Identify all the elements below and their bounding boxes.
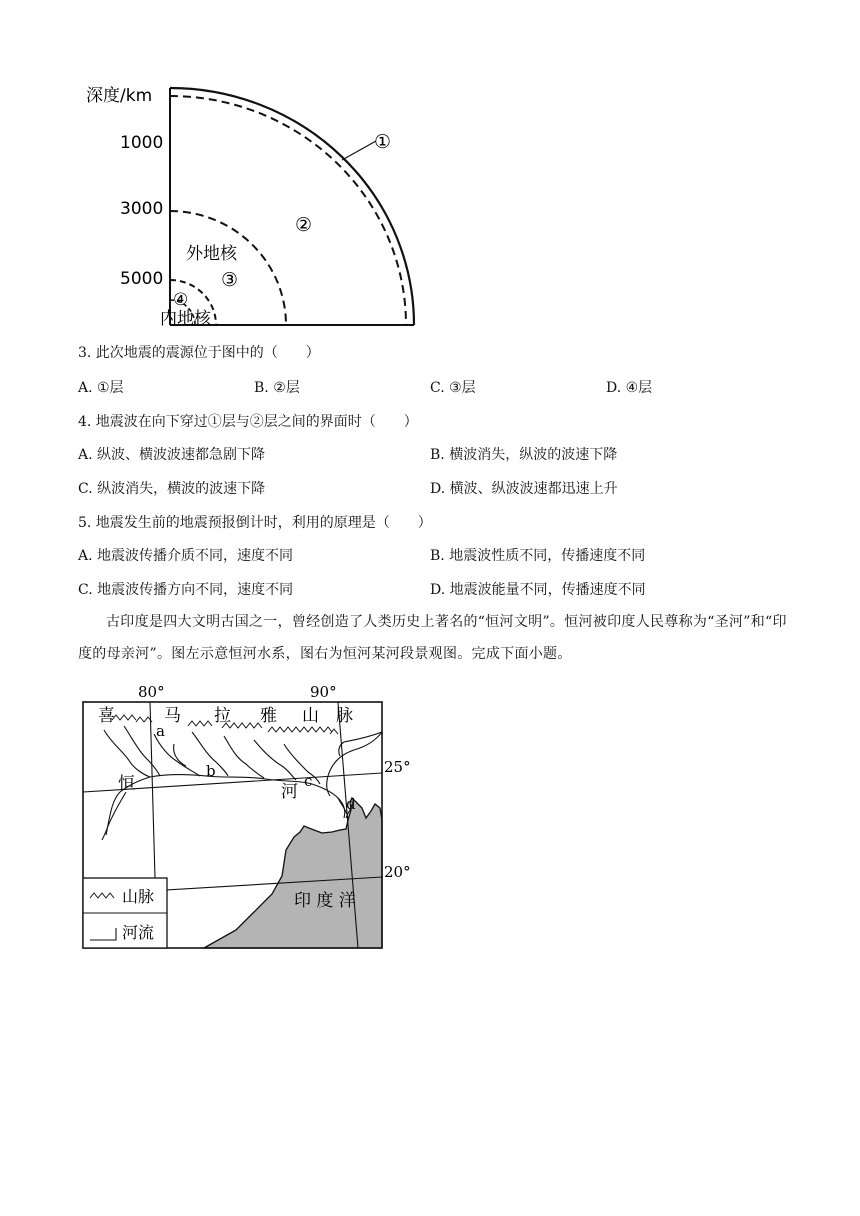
outer-core-label: 外地核 (186, 244, 237, 264)
point-b-label: b (206, 762, 216, 780)
question-3-option-b[interactable]: B. ②层 (254, 380, 300, 396)
tick-1000: 1000 (120, 133, 164, 153)
question-5-option-a[interactable]: A. 地震波传播介质不同，速度不同 (78, 548, 294, 564)
question-5-option-b[interactable]: B. 地震波性质不同，传播速度不同 (430, 548, 646, 564)
longitude-90-label: 90° (310, 683, 337, 701)
layer-2-label: ② (295, 214, 313, 236)
passage-text: 古印度是四大文明古国之一，曾经创造了人类历史上著名的“恒河文明”。恒河被印度人民尊称为“圣河”和“印度的母亲河”。图左示意恒河水系，图右为恒河某河段景观图。完成下面小题。 (78, 614, 787, 662)
layer-3-label: ③ (221, 269, 239, 291)
mountain-char-5: 山 (302, 706, 319, 726)
legend-mountain-label: 山脉 (122, 887, 155, 906)
latitude-20-label: 20° (384, 863, 411, 881)
tick-5000: 5000 (120, 269, 164, 289)
question-3-option-a[interactable]: A. ①层 (78, 380, 124, 396)
mountain-char-4: 雅 (260, 706, 277, 726)
point-a-label: a (156, 722, 165, 740)
mountain-char-3: 拉 (214, 706, 231, 726)
question-4-option-a[interactable]: A. 纵波、横波波速都急剧下降 (78, 447, 266, 463)
river-char-heng: 恒 (118, 774, 135, 794)
inner-core-label: 内地核 (160, 309, 211, 329)
question-4-option-c[interactable]: C. 纵波消失，横波的波速下降 (78, 481, 266, 497)
surface-arc (170, 88, 414, 325)
question-5-option-c[interactable]: C. 地震波传播方向不同，速度不同 (78, 582, 294, 598)
question-5-stem: 5. 地震发生前的地震预报倒计时，利用的原理是（ ） (78, 515, 432, 531)
question-3-option-d[interactable]: D. ④层 (606, 380, 653, 396)
boundary-arc-1 (170, 96, 406, 325)
question-5-option-d[interactable]: D. 地震波能量不同，传播速度不同 (430, 582, 646, 598)
axis-title: 深度/km (86, 86, 153, 106)
question-4-stem: 4. 地震波在向下穿过①层与②层之间的界面时（ ） (78, 414, 418, 430)
question-3-stem: 3. 此次地震的震源位于图中的（ ） (78, 345, 320, 361)
earth-interior-figure (80, 78, 430, 333)
mountain-char-1: 喜 (98, 706, 115, 726)
layer-4-label: ④ (173, 290, 189, 310)
mountain-char-6: 脉 (336, 706, 353, 726)
longitude-80-label: 80° (138, 683, 165, 701)
tick-3000: 3000 (120, 199, 164, 219)
indian-ocean-label: 印 度 洋 (294, 891, 356, 911)
question-4-option-d[interactable]: D. 横波、纵波波速都迅速上升 (430, 481, 618, 497)
river-char-he: 河 (281, 782, 298, 802)
point-c-label: c (304, 772, 313, 790)
layer-1-label: ① (374, 131, 392, 153)
question-3-option-c[interactable]: C. ③层 (430, 380, 476, 396)
point-d-label: d (346, 795, 356, 813)
question-4-option-b[interactable]: B. 横波消失，纵波的波速下降 (430, 447, 618, 463)
layer-1-leader (342, 141, 376, 160)
indian-ocean-area (204, 798, 382, 948)
ganges-river-system (102, 726, 382, 840)
ganges-map (76, 680, 416, 955)
latitude-25-label: 25° (384, 758, 411, 776)
mountain-char-2: 马 (164, 706, 181, 726)
legend-river-label: 河流 (122, 923, 155, 942)
